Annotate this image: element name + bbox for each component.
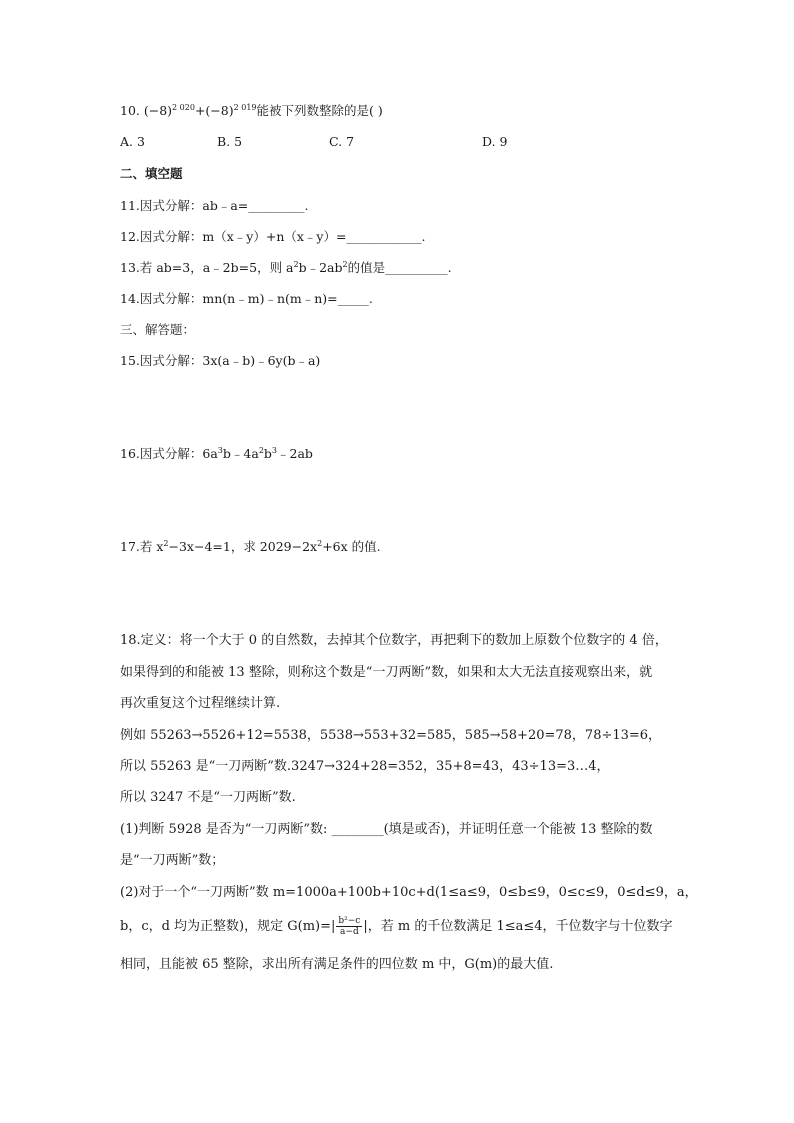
q18-line-8: 是“一刀两断”数； bbox=[120, 853, 225, 868]
q13-exponent-1: 2 bbox=[293, 260, 299, 269]
fraction-numerator: b²−c bbox=[338, 916, 361, 926]
q10-text-1: 10. (−8) bbox=[120, 103, 173, 118]
q17-text-1: 17.若 x bbox=[120, 539, 164, 554]
question-11: 11.因式分解：ab﹣a=_________. bbox=[120, 198, 309, 213]
q16-text-4: ﹣2ab bbox=[277, 446, 313, 461]
question-12: 12.因式分解：m（x﹣y）+n（x﹣y）=____________. bbox=[120, 229, 426, 244]
q18-line-11: 相同，且能被 65 整除，求出所有满足条件的四位数 m 中，G(m)的最大值. bbox=[120, 957, 554, 972]
q18-line-3: 再次重复这个过程继续计算. bbox=[120, 696, 281, 711]
q10-options bbox=[120, 134, 540, 150]
question-17 bbox=[120, 539, 381, 555]
q10-exponent-1: 2 020 bbox=[172, 103, 195, 112]
q16-exponent-1: 3 bbox=[217, 446, 223, 455]
q13-exponent-2: 2 bbox=[342, 260, 348, 269]
q13-text-3: 的值是__________. bbox=[347, 260, 452, 275]
q10-text-2: +(−8) bbox=[194, 103, 234, 118]
section-fill-in-blank-heading: 二、填空题 bbox=[120, 166, 183, 181]
q18-line-7: (1)判断 5928 是否为“一刀两断”数: ________(填是或否)，并证明任意一个能被 13 整除的数 bbox=[120, 822, 653, 837]
question-13 bbox=[120, 260, 452, 276]
q16-exponent-2: 2 bbox=[258, 446, 264, 455]
q18-line-10 bbox=[120, 916, 673, 938]
q16-text-1: 16.因式分解：6a bbox=[120, 446, 218, 461]
q18-line-6: 所以 3247 不是“一刀两断”数. bbox=[120, 790, 296, 805]
section-solution-heading: 三、解答题： bbox=[120, 322, 196, 337]
q18-line-5: 所以 55263 是“一刀两断”数.3247→324+28=352，35+8=43，43÷13=3…4， bbox=[120, 759, 610, 774]
q13-text-1: 13.若 ab=3，a﹣2b=5，则 a bbox=[120, 260, 294, 275]
q17-exponent-2: 2 bbox=[317, 539, 323, 548]
question-15: 15.因式分解：3x(a﹣b)﹣6y(b﹣a) bbox=[120, 353, 321, 368]
q18-line-9: (2)对于一个“一刀两断”数 m=1000a+100b+10c+d(1≤a≤9，0≤b≤9，0≤c≤9，0≤d≤9，a， bbox=[120, 885, 698, 900]
q18-line-10-end: |，若 m 的千位数满足 1≤a≤4，千位数字与十位数字 bbox=[363, 919, 673, 934]
q18-line-10-start: b，c，d 均为正整数)，规定 G(m)=| bbox=[120, 919, 336, 934]
option-c: C. 7 bbox=[329, 134, 355, 149]
fraction-denominator: a−d bbox=[340, 927, 359, 937]
option-d: D. 9 bbox=[482, 134, 508, 149]
q10-exponent-2: 2 019 bbox=[233, 103, 257, 112]
q17-text-3: +6x 的值. bbox=[322, 539, 381, 554]
option-b: B. 5 bbox=[217, 134, 243, 149]
g-m-fraction bbox=[336, 916, 362, 937]
q18-line-2: 如果得到的和能被 13 整除，则称这个数是“一刀两断”数，如果和太大无法直接观察出来，就 bbox=[120, 665, 653, 680]
q10-text-3: 能被下列数整除的是( ) bbox=[256, 103, 383, 118]
q16-text-2: b﹣4a bbox=[222, 446, 259, 461]
question-16 bbox=[120, 446, 313, 462]
q13-text-2: b﹣2ab bbox=[298, 260, 343, 275]
q18-line-4: 例如 55263→5526+12=5538，5538→553+32=585，585→58+20=78，78÷13=6， bbox=[120, 728, 662, 743]
q17-exponent-1: 2 bbox=[163, 539, 169, 548]
q17-text-2: −3x−4=1，求 2029−2x bbox=[168, 539, 318, 554]
question-10 bbox=[120, 103, 383, 119]
q16-exponent-3: 3 bbox=[271, 446, 278, 455]
q18-line-1: 18.定义：将一个大于 0 的自然数，去掉其个位数字，再把剩下的数加上原数个位数字的 4 倍， bbox=[120, 633, 668, 648]
question-14: 14.因式分解：mn(n﹣m)﹣n(m﹣n)=_____. bbox=[120, 291, 373, 306]
option-a: A. 3 bbox=[120, 134, 145, 149]
q16-text-3: b bbox=[263, 446, 272, 461]
